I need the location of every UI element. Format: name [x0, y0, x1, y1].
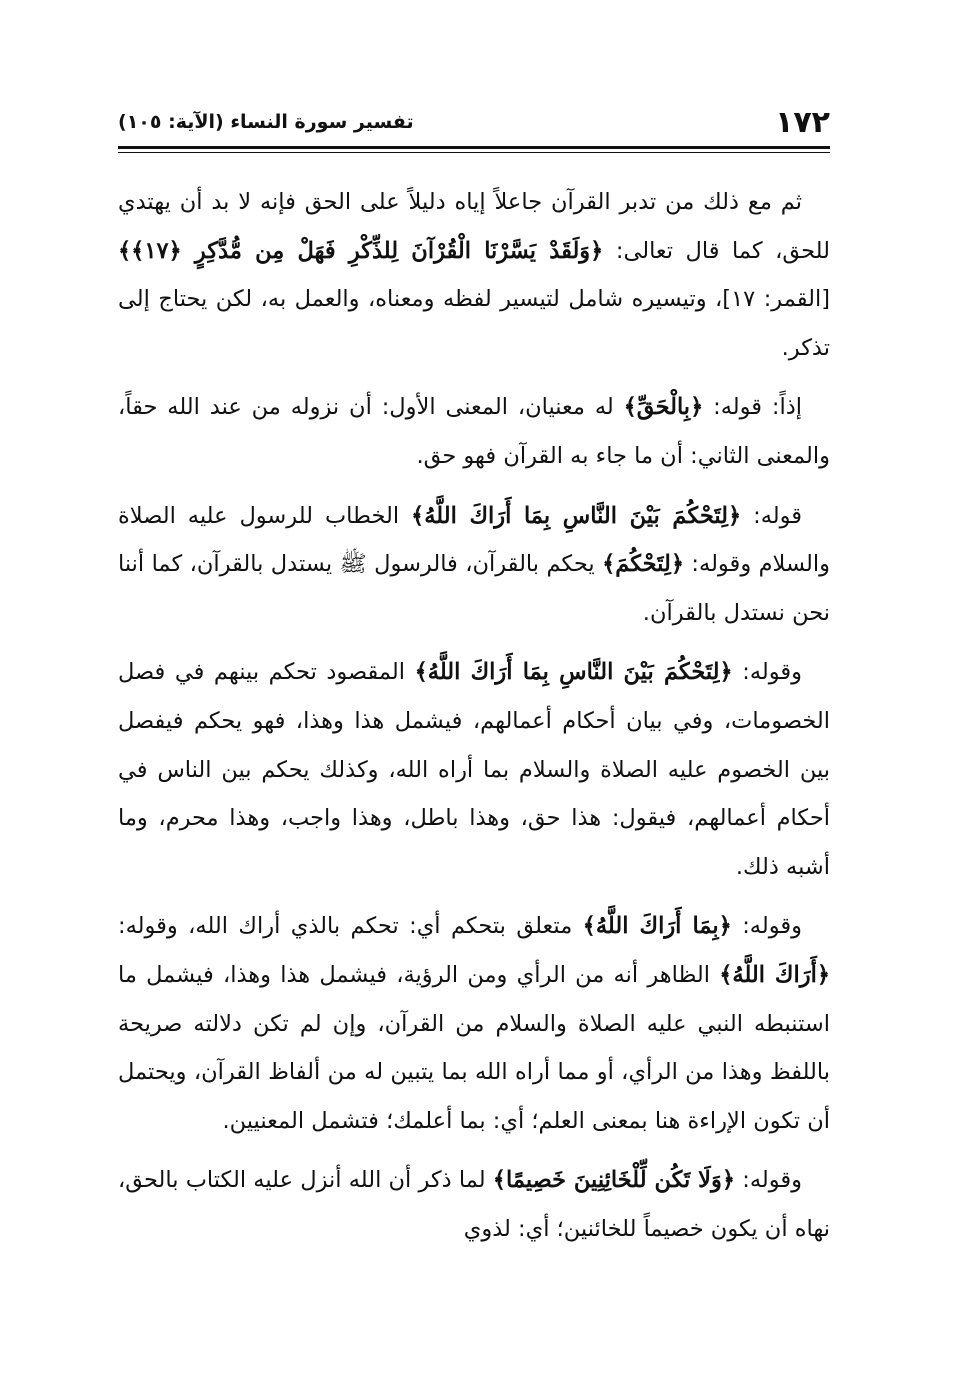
paragraph — [118, 178, 830, 372]
paragraph-text: وقوله: — [735, 1167, 802, 1194]
paragraph-text: لما ذكر أن الله أنزل عليه الكتاب بالحق، نهاه أن يكون خصيماً للخائنين؛ أي: لذوي — [118, 1167, 830, 1242]
paragraph-text: متعلق بتحكم أي: تحكم بالذي أراك الله، وقوله: — [118, 913, 583, 940]
paragraph-text: وقوله: — [731, 913, 802, 940]
header-rule-thin — [118, 152, 830, 153]
quran-quote: ﴿لِتَحْكُمَ بَيْنَ النَّاسِ بِمَا أَرَاكَ اللَّهُ﴾ — [414, 659, 733, 686]
quran-quote: ﴿لِتَحْكُمَ﴾ — [602, 551, 685, 578]
page-header — [118, 98, 830, 146]
paragraph — [118, 902, 830, 1145]
paragraph-text: يحكم بالقرآن، فالرسول ﷺ يستدل بالقرآن، كما أننا نحن نستدل بالقرآن. — [118, 551, 830, 626]
quran-quote: ﴿بِالْحَقِّ﴾ — [623, 394, 704, 421]
paragraph-text: قوله: — [741, 502, 802, 529]
body-text — [118, 178, 830, 1253]
quran-quote: ﴿وَلَا تَكُن لِّلْخَائِنِينَ خَصِيمًا﴾ — [492, 1167, 736, 1194]
paragraph — [118, 492, 830, 638]
paragraph-text: الخطاب للرسول عليه الصلاة والسلام وقوله: — [118, 502, 831, 578]
paragraph-text: المقصود تحكم بينهم في فصل الخصومات، وفي بيان أحكام أعمالهم، فيشمل هذا وهذا، فهو يحكم فيفصل بين الخصوم عليه الصلاة والسلام بما أراه الله، وكذلك يحكم بين الناس في أحكام أعمالهم، فيقول: هذا حق، وهذا باطل، وهذا واجب، وهذا محرم، وما أشبه ذلك. — [118, 659, 830, 880]
paragraph — [118, 648, 830, 891]
quran-quote: ﴿لِتَحْكُمَ بَيْنَ النَّاسِ بِمَا أَرَاكَ اللَّهُ﴾ — [411, 502, 742, 529]
quran-quote: ﴿وَلَقَدْ يَسَّرْنَا الْقُرْآنَ لِلذِّكْرِ فَهَلْ مِن مُّدَّكِرٍ ﴿١٧﴾﴾ — [118, 237, 604, 264]
paragraph-text: وقوله: — [732, 659, 802, 686]
quran-quote: ﴿بِمَا أَرَاكَ اللَّهُ﴾ — [582, 913, 732, 940]
quran-quote: ﴿أَرَاكَ اللَّهُ﴾ — [719, 961, 831, 988]
paragraph — [118, 383, 830, 480]
page-number: ١٧٢ — [775, 104, 830, 140]
paragraph-text: إذاً: قوله: — [703, 394, 802, 421]
paragraph-text: له معنيان، المعنى الأول: أن نزوله من عند الله حقاً، والمعنى الثاني: أن ما جاء به القرآن فهو حق. — [118, 394, 830, 469]
paragraph — [118, 1156, 830, 1253]
paragraph-text: [القمر: ١٧]، وتيسيره شامل لتيسير لفظه ومعناه، والعمل به، لكن يحتاج إلى تذكر. — [118, 286, 830, 361]
header-rule-thick — [118, 146, 830, 149]
running-title: تفسير سورة النساء (الآية: ١٠٥) — [118, 111, 414, 133]
paragraph-text: الظاهر أنه من الرأي ومن الرؤية، فيشمل هذا وهذا، فيشمل ما استنبطه النبي عليه الصلاة والسلام من القرآن، وإن لم تكن دلالته صريحة باللفظ وهذا من الرأي، أو مما أراه الله بما يتبين له من ألفاظ القرآن، ويحتمل أن تكون الإراءة هنا بمعنى العلم؛ أي: بما أعلمك؛ فتشمل المعنيين. — [118, 961, 830, 1134]
paragraph-text: ثم مع ذلك من تدبر القرآن جاعلاً إياه دليلاً على الحق فإنه لا بد أن يهتدي للحق، كما قال تعالى: — [118, 189, 830, 264]
